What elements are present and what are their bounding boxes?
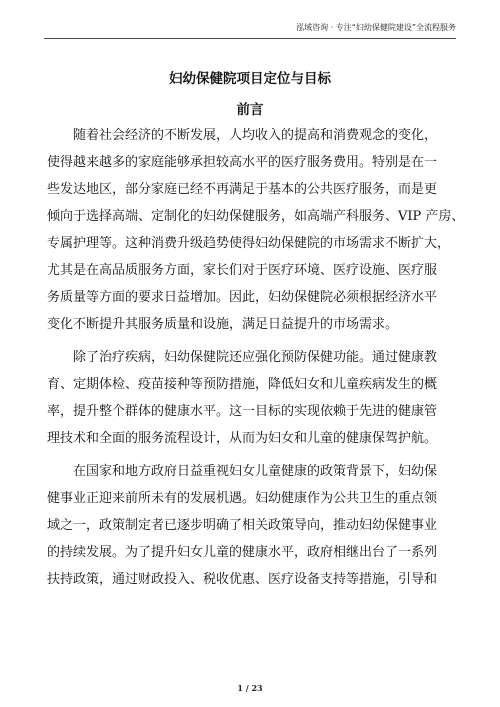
text-line: 除了治疗疾病，妇幼保健院还应强化预防保健功能。通过健康教	[73, 350, 438, 365]
document-body	[47, 122, 465, 599]
text-line: 在国家和地方政府日益重视妇女儿童健康的政策背景下，妇幼保	[73, 464, 438, 479]
text-line: 务质量等方面的要求日益增加。因此，妇幼保健院必须根据经济水平	[47, 290, 438, 305]
page-header	[0, 22, 500, 42]
text-line: 理技术和全面的服务流程设计，从而为妇女和儿童的健康保驾护航。	[47, 431, 438, 446]
text-line: 使得越来越多的家庭能够承担较高水平的医疗服务费用。特别是在一	[47, 155, 438, 170]
paragraph	[47, 344, 457, 452]
text-line: 变化不断提升其服务质量和设施，满足日益提升的市场需求。	[47, 317, 399, 332]
text-line: 健事业正迎来前所未有的发展机遇。妇幼健康作为公共卫生的重点领	[47, 491, 438, 506]
text-line: 的持续发展。为了提升妇女儿童的健康水平，政府相继出台了一系列	[47, 545, 438, 560]
text-line: 随着社会经济的不断发展，人均收入的提高和消费观念的变化，	[73, 128, 438, 143]
page-number: 1 / 23	[237, 683, 263, 693]
text-line: 倾向于选择高端、定制化的妇幼保健服务，如高端产科服务、VIP 产房、	[47, 209, 465, 224]
paragraph	[47, 458, 457, 593]
text-line: 育、定期体检、疫苗接种等预防措施，降低妇女和儿童疾病发生的概	[47, 377, 438, 392]
text-line: 尤其是在高品质服务方面，家长们对于医疗环境、医疗设施、医疗服	[47, 263, 438, 278]
section-heading: 前言	[236, 102, 264, 118]
document-title: 妇幼保健院项目定位与目标	[169, 71, 331, 87]
text-line: 扶持政策，通过财政投入、税收优惠、医疗设备支持等措施，引导和	[47, 572, 438, 587]
text-line: 专属护理等。这种消费升级趋势使得妇幼保健院的市场需求不断扩大，	[47, 236, 451, 251]
paragraph	[47, 122, 465, 338]
header-divider	[44, 38, 456, 39]
text-line: 率，提升整个群体的健康水平。这一目标的实现依赖于先进的健康管	[47, 404, 438, 419]
header-text: 泓域咨询 · 专注“妇幼保健院建设”全流程服务	[296, 23, 456, 32]
text-line: 些发达地区，部分家庭已经不再满足于基本的公共医疗服务，而是更	[47, 182, 438, 197]
text-line: 域之一，政策制定者已逐步明确了相关政策导向，推动妇幼保健事业	[47, 518, 438, 533]
